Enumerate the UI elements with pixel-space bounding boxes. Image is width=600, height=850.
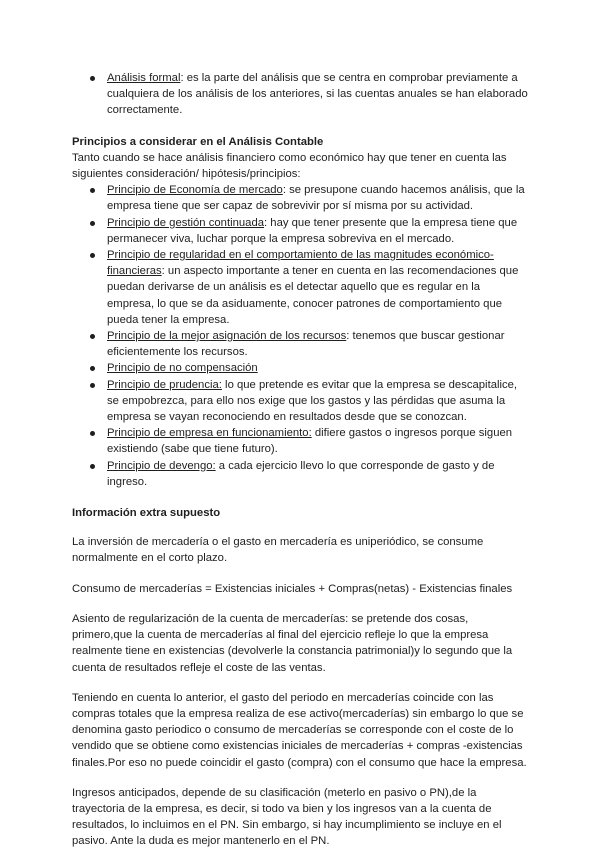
list-item (72, 247, 528, 328)
list-item-term: Principio de empresa en funcionamiento: (107, 427, 312, 440)
list-item-term: Análisis formal (107, 72, 181, 84)
bullet-icon (90, 334, 95, 339)
list-item (72, 458, 528, 490)
list-item (72, 182, 528, 214)
formula-paragraph: Consumo de mercaderías = Existencias iniciales + Compras(netas) - Existencias finales (72, 582, 513, 595)
list-item-term: Principio de prudencia: (107, 378, 222, 391)
top-bullet-list (72, 70, 528, 119)
list-item (72, 328, 528, 360)
list-item (72, 425, 528, 457)
list-item-text: a cada ejercicio llevo lo que corresponde de gasto y de ingreso. (107, 459, 495, 488)
list-item-text: difiere gastos o ingresos porque siguen existiendo (sabe que tiene futuro). (107, 427, 513, 456)
list-item (72, 360, 528, 376)
list-item-term: Principio de la mejor asignación de los recursos (107, 330, 347, 343)
list-item-text: lo que pretende es evitar que la empresa se descapitalice, se empobrezca, para ello nos exige que los gastos y las pérdidas que asuma la empresa se vayan reconociendo en resultados desde que se conozcan. (107, 378, 518, 424)
list-item-term: Principio de no compensación (107, 362, 258, 375)
paragraph: Ingresos anticipados, depende de su clasificación (meterlo en pasivo o PN),de la trayectoria de la empresa, es decir, si todo va bien y los ingresos van a la cuenta de resultados, lo incluimos en el PN. Sin embargo, si hay incumplimiento se incluye en el pasivo. Ante la duda es mejor mantenerlo en el PN. (72, 786, 502, 848)
paragraph: Teniendo en cuenta lo anterior, el gasto del periodo en mercaderías coincide con las compras totales que la empresa realiza de ese activo(mercaderías) sin embargo lo que se denomina gasto periodico o consumo de mercaderías se corresponde con el coste de lo vendido que se obtiene como existencias iniciales de mercaderías + compras -existencias finales.Por eso no puede coincidir el gasto (compra) con el consumo que hace la empresa. (72, 691, 527, 769)
bullet-icon (90, 253, 95, 258)
list-item (72, 215, 528, 247)
list-item-term: Principio de devengo: (107, 459, 216, 472)
list-item-term: Principio de gestión continuada (107, 216, 265, 229)
list-item-text: : hay que tener presente que la empresa tiene que permanecer viva, luchar porque la empresa sobreviva en el mercado. (107, 216, 518, 245)
section-heading: Principios a considerar en el Análisis Contable (72, 135, 324, 148)
paragraph: La inversión de mercadería o el gasto en mercadería es uniperiódico, se consume normalmente en el corto plazo. (72, 536, 484, 565)
paragraph: Asiento de regularización de la cuenta de mercaderías: se pretende dos cosas, primero,que la cuenta de mercaderías al final del ejercicio refleje lo que la empresa realmente tiene en existencias (devolverle la constancia patrimonial)y lo segundo que la cuenta de resultados refleje el coste de las ventas. (72, 612, 513, 674)
list-item-term: Principio de Economía de mercado (107, 184, 283, 197)
list-item-text: : tenemos que buscar gestionar eficientemente los recursos. (107, 330, 505, 359)
bullet-icon (90, 366, 95, 371)
section-heading: Información extra supuesto (72, 507, 221, 520)
bullet-icon (90, 76, 95, 81)
list-item-text: : es la parte del análisis que se centra en comprobar previamente a cualquiera de los análisis de los anteriores, si las cuentas anuales se han elaborado correctamente. (107, 72, 528, 117)
principles-list (72, 182, 528, 490)
list-item-text: : se presupone cuando hacemos análisis, que la empresa tiene que ser capaz de sobrevivir por sí misma por su actividad. (107, 184, 525, 213)
section-intro: Tanto cuando se hace análisis financiero como económico hay que tener en cuenta las siguientes consideración/ hipótesis/principios: (72, 151, 507, 181)
list-item-term: Principio de regularidad en el comportamiento de las magnitudes económico-financieras (107, 249, 494, 278)
bullet-icon (90, 464, 95, 469)
list-item (72, 377, 528, 426)
bullet-icon (90, 383, 95, 388)
list-item-text: : un aspecto importante a tener en cuenta en las recomendaciones que puedan derivarse de un análisis es el detectar aquello que es regular en la empresa, lo que se da asiduamente, conocer patrones de comportamiento que pueda tener la empresa. (107, 265, 519, 326)
bullet-icon (90, 431, 95, 436)
bullet-icon (90, 221, 95, 226)
list-item (72, 70, 528, 119)
bullet-icon (90, 188, 95, 193)
